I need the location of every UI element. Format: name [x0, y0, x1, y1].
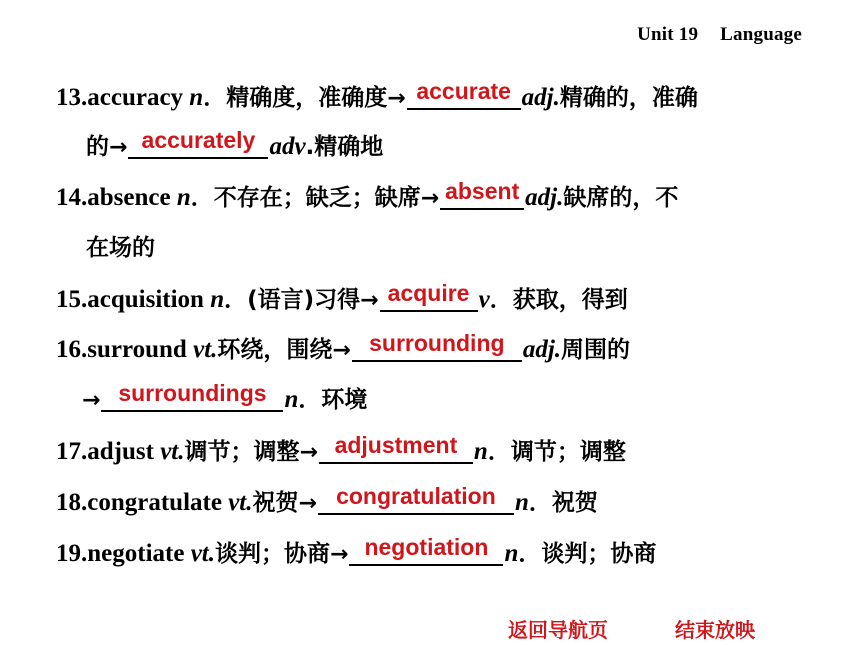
- vocab-item-15: 15.acquisition n．(语言)习得→ acquire v．获取，得到: [56, 280, 628, 313]
- answer-blank: adjustment: [319, 432, 473, 464]
- vocab-item-16: 16.surround vt.环绕，围绕→ surrounding adj.周围的: [56, 330, 631, 363]
- arrow-icon: →: [360, 288, 379, 313]
- arrow-icon: →: [299, 440, 318, 465]
- slide-header: [637, 24, 802, 46]
- arrow-icon: →: [332, 338, 351, 363]
- header-title: Language: [720, 24, 802, 45]
- arrow-icon: →: [387, 86, 406, 111]
- vocab-item-17: 17.adjust vt.调节；调整→ adjustment n．调节；调整: [56, 432, 626, 465]
- answer-blank: absent: [440, 178, 524, 210]
- answer-blank: accurately: [128, 127, 268, 159]
- answer-blank: surrounding: [352, 330, 522, 362]
- end-show-button[interactable]: 结束放映: [675, 618, 755, 642]
- arrow-icon: →: [298, 491, 317, 516]
- vocab-item-13: 13.accuracy n．精确度，准确度→ accurate adj.精确的，准确: [56, 78, 698, 111]
- arrow-icon: →: [82, 388, 101, 413]
- back-to-nav-button[interactable]: 返回导航页: [508, 618, 608, 642]
- arrow-icon: →: [109, 135, 128, 160]
- answer-blank: congratulation: [318, 483, 514, 515]
- vocab-item-13-cont: 的→ accurately adv.精确地: [86, 127, 384, 160]
- arrow-icon: →: [420, 186, 440, 211]
- unit-label: Unit 19: [637, 24, 699, 45]
- vocab-item-19: 19.negotiate vt.谈判；协商→ negotiation n．谈判；协商: [56, 534, 657, 567]
- vocab-item-14: 14.absence n．不存在；缺乏；缺席→ absent adj.缺席的，不: [56, 178, 679, 211]
- vocab-item-16-cont: → surroundings n．环境: [82, 380, 368, 413]
- arrow-icon: →: [330, 542, 349, 567]
- vocab-item-14-cont: 在场的: [86, 235, 155, 261]
- answer-blank: negotiation: [349, 534, 503, 566]
- answer-blank: accurate: [407, 78, 521, 110]
- answer-blank: acquire: [380, 280, 478, 312]
- vocab-item-18: 18.congratulate vt.祝贺→ congratulation n．祝贺: [56, 483, 598, 516]
- answer-blank: surroundings: [101, 380, 283, 412]
